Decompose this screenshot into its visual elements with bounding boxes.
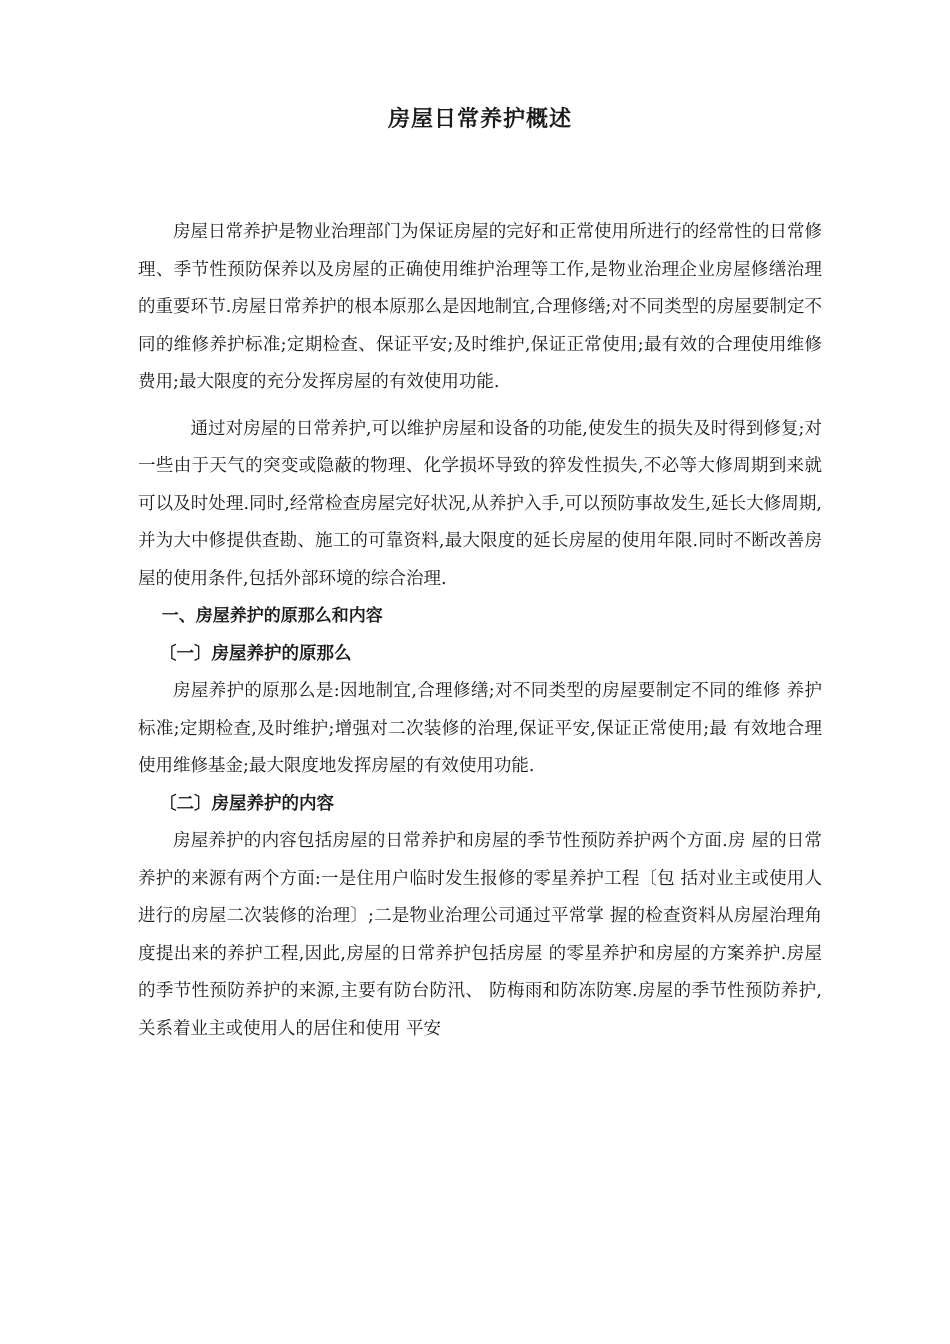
intro-paragraph: 房屋日常养护是物业治理部门为保证房屋的完好和正常使用所进行的经常性的日常修理、季节性预防保养以及房屋的正确使用维护治理等工作,是物业治理企业房屋修缮治理的重要环节.房屋日常养护的根本原那么是因地制宜,合理修缮;对不同类型的房屋要制定不同的维修养护标准;定期检查、保证平安;及时维护,保证正常使用;最有效的合理使用维修费用;最大限度的充分发挥房屋的有效使用功能. xyxy=(138,222,822,392)
section-heading-principles-content: 一、房屋养护的原那么和内容 xyxy=(161,606,383,626)
second-paragraph: 通过对房屋的日常养护,可以维护房屋和设备的功能,使发生的损失及时得到修复;对一些由于天气的突变或隐蔽的物理、化学损坏导致的猝发性损失,不必等大修周期到来就可以及时处理.同时,经常检查房屋完好状况,从养护入手,可以预防事故发生,延长大修周期,并为大中修提供查勘、施工的可靠资料,最大限度的延长房屋的使用年限.同时不断改善房屋的使用条件,包括外部环境的综合治理. xyxy=(138,418,822,589)
document-title: 房屋日常养护概述 xyxy=(387,107,572,132)
principles-paragraph: 房屋养护的原那么是:因地制宜,合理修缮;对不同类型的房屋要制定不同的维修 养护标准;定期检查,及时维护;增强对二次装修的治理,保证平安,保证正常使用;最 有效地合理使用维修基金;最大限度地发挥房屋的有效使用功能. xyxy=(138,681,822,776)
subsection-heading-principles: 〔一〕房屋养护的原那么 xyxy=(159,643,352,664)
content-paragraph: 房屋养护的内容包括房屋的日常养护和房屋的季节性预防养护两个方面.房 屋的日常养护的来源有两个方面:一是住用户临时发生报修的零星养护工程〔包 括对业主或使用人进行的房屋二次装修的治理〕;二是物业治理公司通过平常掌 握的检查资料从房屋治理角度提出来的养护工程,因此,房屋的日常养护包括房屋 的零星养护和房屋的方案养护.房屋的季节性预防养护的来源,主要有防台防汛、 防梅雨和防冻防寒.房屋的季节性预防养护,关系着业主或使用人的居住和使用 平安 xyxy=(138,831,822,1039)
subsection-heading-content: 〔二〕房屋养护的内容 xyxy=(159,793,334,814)
